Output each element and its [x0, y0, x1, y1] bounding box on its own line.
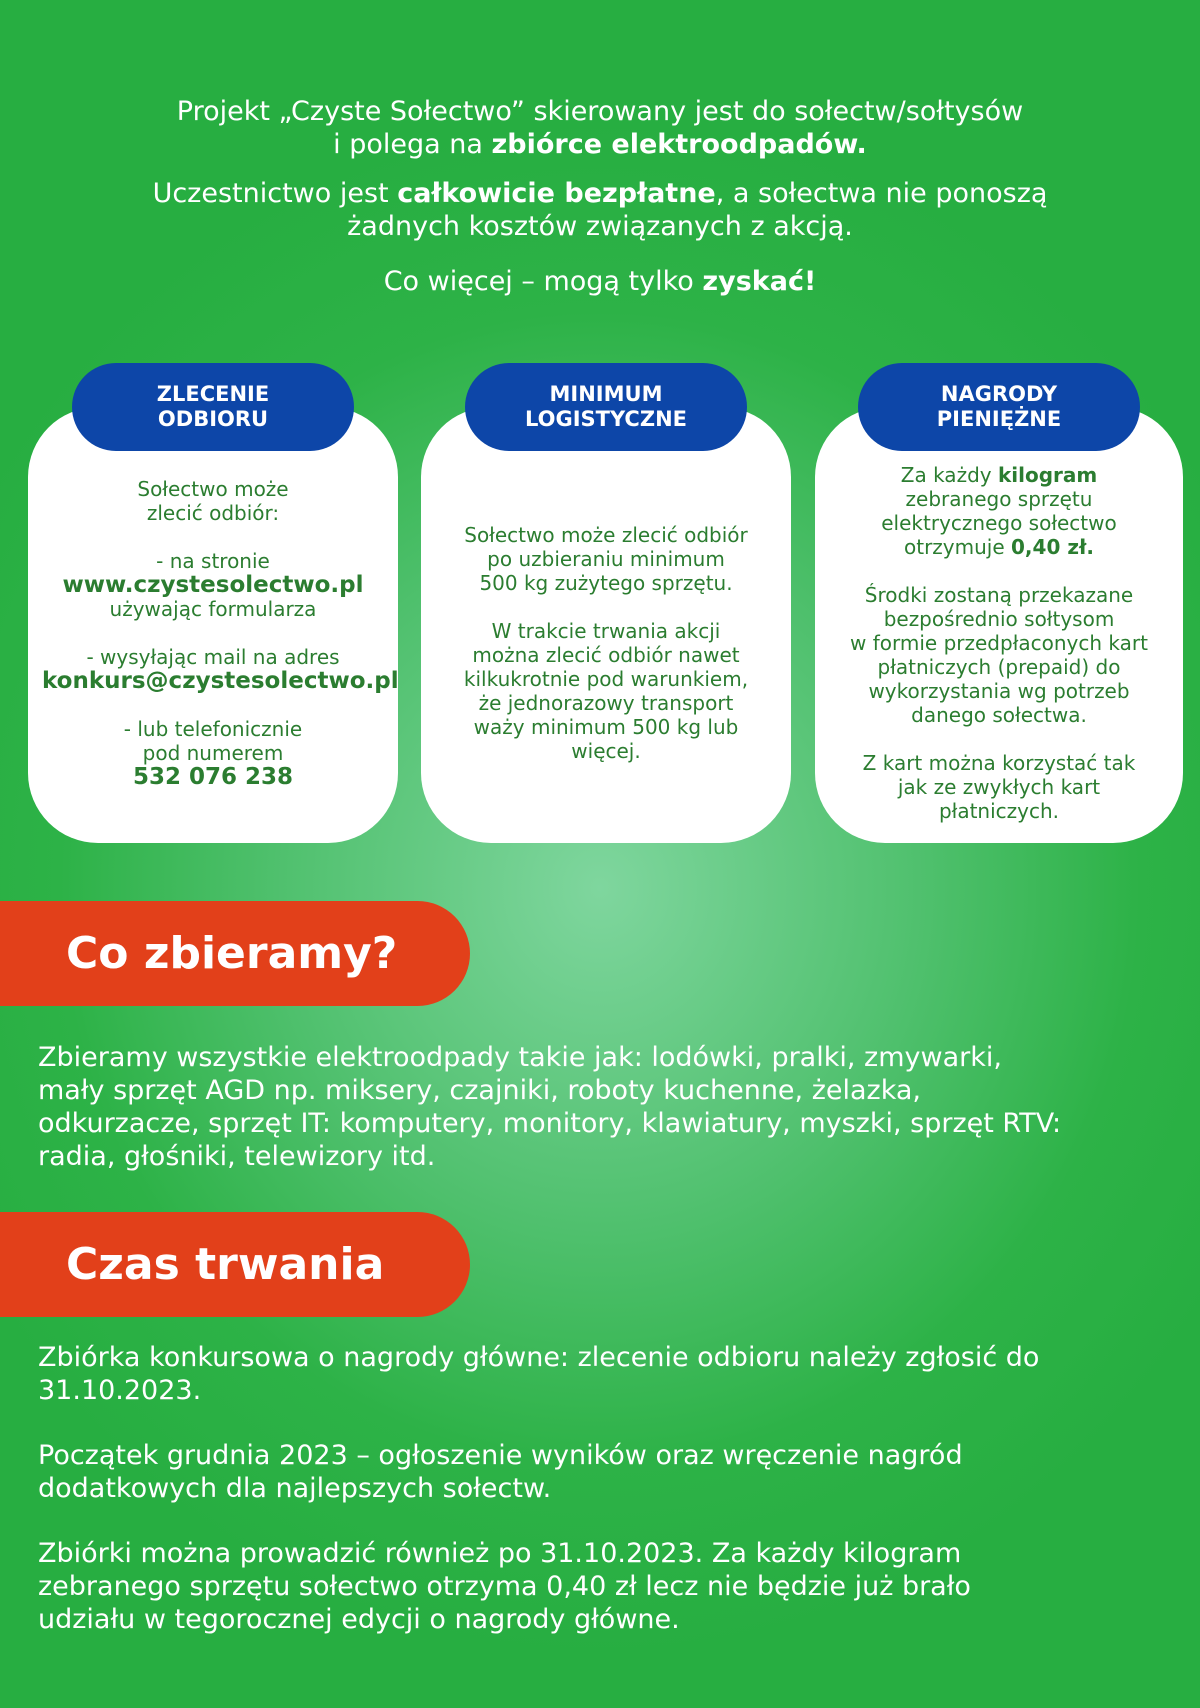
section-banner-co-zbieramy — [0, 901, 470, 1006]
card-zlecenie-odbioru — [28, 382, 399, 843]
website-link[interactable]: www.czystesolectwo.pl — [62, 572, 364, 598]
section-text-czas-trwania: Zbiórka konkursowa o nagrody główne: zlecenie odbioru należy zgłosić do 31.10.2023. Początek grudnia 2023 – ogłoszenie wyników oraz wręczenie nagród dodatkowych dla najlepszych sołectw. Zbiórki można prowadzić również po 31.10.2023. Za każdy kilogram zebranego sprzętu sołectwo otrzyma 0,40 zł lecz nie będzie już brało udziału w tegorocznej edycji o nagrody główne. — [38, 1342, 1040, 1635]
card-nagrody-pieniezne — [815, 382, 1183, 843]
intro-line: Co więcej – mogą tylko zyskać! — [383, 266, 817, 297]
section-title: Czas trwania — [66, 1239, 385, 1290]
intro-line: żadnych kosztów związanych z akcją. — [347, 211, 853, 242]
email-link[interactable]: konkurs@czystesolectwo.pl — [42, 668, 399, 694]
card-title-pill: MINIMUM LOGISTYCZNE — [465, 363, 747, 451]
card-body: Sołectwo może zlecić odbiór po uzbieraniu minimum 500 kg zużytego sprzętu. W trakcie trwania akcji można zlecić odbiór nawet kilkukrotnie pod warunkiem, że jednorazowy transport waży minimum 500 kg lub więcej. — [463, 523, 749, 763]
section-banner-czas-trwania — [0, 1212, 470, 1317]
section-title: Co zbieramy? — [66, 928, 398, 979]
card-minimum-logistyczne — [421, 382, 791, 843]
card-body: Za każdy kilogram zebranego sprzętu elektrycznego sołectwo otrzymuje 0,40 zł. Środki zostaną przekazane bezpośrednio sołtysom w formie przedpłaconych kart płatniczych (prepaid) do wykorzystania wg potrzeb danego sołectwa. Z kart można korzystać tak jak ze zwykłych kart płatniczych. — [850, 463, 1148, 823]
card-body: Sołectwo może zlecić odbiór: - na stronie www.czystesolectwo.pl używając formularza - wysyłając mail na adres konkurs@czystesolectwo.pl - lub telefonicznie pod numerem 532 076 238 — [42, 477, 399, 790]
intro-line: Projekt „Czyste Sołectwo” skierowany jest do sołectw/sołtysów — [176, 96, 1024, 127]
card-title-pill: ZLECENIE ODBIORU — [72, 363, 354, 451]
section-text-co-zbieramy: Zbieramy wszystkie elektroodpady takie jak: lodówki, pralki, zmywarki, mały sprzęt AGD np. miksery, czajniki, roboty kuchenne, żelazka, odkurzacze, sprzęt IT: komputery, monitory, klawiatury, myszki, sprzęt RTV: radia, głośniki, telewizory itd. — [38, 1042, 1062, 1172]
phone-number[interactable]: 532 076 238 — [132, 764, 294, 790]
intro-text — [0, 95, 1200, 298]
intro-line: Uczestnictwo jest całkowicie bezpłatne, a sołectwa nie ponoszą — [152, 178, 1048, 209]
intro-line: i polega na zbiórce elektroodpadów. — [333, 129, 867, 160]
card-title-pill: NAGRODY PIENIĘŻNE — [858, 363, 1140, 451]
